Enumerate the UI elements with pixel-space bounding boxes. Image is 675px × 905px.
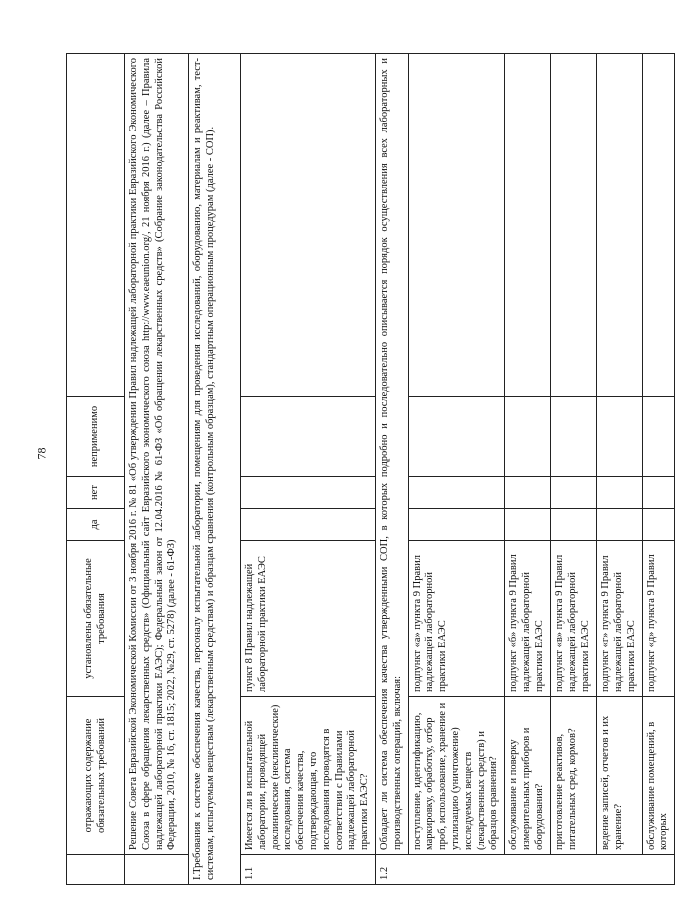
subrow-requirement: подпункт «д» пункта 9 Правил [642, 541, 675, 697]
requirements-table [66, 53, 675, 885]
row-question: Имеется ли в испытательной лаборатории, проводящей доклинические (неклинические) исследования, система обеспечения качества, подтверждающая, что исследования проводятся в соответствии с Правилами надлежащей лабораторной практики ЕАЭС? [241, 697, 376, 855]
table-subrow [551, 54, 597, 885]
header-requirements: установлены обязательные требования [67, 541, 125, 697]
subrow-requirement: подпункт «б» пункта 9 Правил надлежащей лабораторной практики ЕАЭС [505, 541, 551, 697]
table-subrow [408, 54, 505, 885]
row-requirement: пункт 8 Правил надлежащей лабораторной практики ЕАЭС [241, 541, 376, 697]
rotated-page-content [66, 53, 670, 885]
table-subrow [597, 54, 642, 885]
decision-num-cell [125, 855, 189, 885]
subrow-requirement: подпункт «в» пункта 9 Правил надлежащей лабораторной практики ЕАЭС [551, 541, 597, 697]
subrow-question: поступление, идентификацию, маркировку, обработку, отбор проб, использование, хранение и утилизацию (уничтожение) исследуемых веществ (лекарственных средств) и образцов сравнения? [408, 697, 505, 855]
na-cell[interactable] [408, 397, 505, 477]
subrow-question: обслуживание помещений, в которых [642, 697, 675, 855]
extra-cell [597, 54, 642, 397]
extra-cell [642, 54, 675, 397]
no-cell[interactable] [505, 477, 551, 509]
page-number: 78 [34, 447, 49, 460]
decision-text: Решение Совета Евразийской Экономической Комиссии от 3 ноября 2016 г. № 81 «Об утверждении Правил надлежащей лабораторной практики Евразийского Экономического Союза в сфере обращения лекарственных средств» (Официальный сайт Евразийского экономического союза http://www.eaeunion.org/, 21 ноября 2016 г.) (далее – Правила надлежащей лабораторной практики ЕАЭС); Федеральный закон от 12.04.2016 № 61-ФЗ «Об обращении лекарственных средств» (Собрание законодательства Российской Федерации, 2010, № 16, ст. 1815; 2022, №29, ст. 5278) (далее - 61-ФЗ) [125, 54, 189, 855]
no-cell[interactable] [408, 477, 505, 509]
row-number: 1.2 [375, 855, 674, 885]
yes-cell[interactable] [241, 509, 376, 541]
na-cell[interactable] [597, 397, 642, 477]
table-row [375, 54, 408, 885]
yes-cell[interactable] [642, 509, 675, 541]
yes-cell[interactable] [551, 509, 597, 541]
subrow-question: обслуживание и поверку измерительных приборов и оборудования? [505, 697, 551, 855]
extra-cell [505, 54, 551, 397]
subrow-requirement: подпункт «а» пункта 9 Правил надлежащей лабораторной практики ЕАЭС [408, 541, 505, 697]
extra-cell [408, 54, 505, 397]
na-cell[interactable] [241, 397, 376, 477]
table-header-row [67, 54, 125, 885]
yes-cell[interactable] [505, 509, 551, 541]
extra-cell [551, 54, 597, 397]
no-cell[interactable] [642, 477, 675, 509]
yes-cell[interactable] [597, 509, 642, 541]
row-number: 1.1 [241, 855, 376, 885]
subrow-question: приготовление реактивов, питательных сред, кормов? [551, 697, 597, 855]
na-cell[interactable] [642, 397, 675, 477]
header-num [67, 855, 125, 885]
table-subrow [642, 54, 675, 885]
subrow-question: ведение записей, отчетов и их хранение? [597, 697, 642, 855]
extra-cell [241, 54, 376, 397]
header-extra [67, 54, 125, 397]
header-na: неприменимо [67, 397, 125, 477]
table-row [241, 54, 376, 885]
row-question-span: Обладает ли система обеспечения качества утвержденными СОП, в которых подробно и последовательно описывается порядок осуществления всех лабораторных и производственных операций, включая: [375, 54, 408, 855]
no-cell[interactable] [597, 477, 642, 509]
table-subrow [505, 54, 551, 885]
na-cell[interactable] [551, 397, 597, 477]
na-cell[interactable] [505, 397, 551, 477]
header-no: нет [67, 477, 125, 509]
header-question: отражающих содержание обязательных требований [67, 697, 125, 855]
no-cell[interactable] [241, 477, 376, 509]
decision-row [125, 54, 189, 885]
section-row [189, 54, 241, 885]
yes-cell[interactable] [408, 509, 505, 541]
no-cell[interactable] [551, 477, 597, 509]
header-yes: да [67, 509, 125, 541]
subrow-requirement: подпункт «г» пункта 9 Правил надлежащей лабораторной практики ЕАЭС [597, 541, 642, 697]
section-text: I.Требования к системе обеспечения качества, персоналу испытательной лаборатории, помещениям для проведения исследований, оборудованию, материалам и реактивам, тест-системам, испытуемым веществам (лекарственным средствам) и образцам сравнения (контрольным образцам), стандартным операционным процедурам (далее - СОП). [189, 54, 241, 885]
